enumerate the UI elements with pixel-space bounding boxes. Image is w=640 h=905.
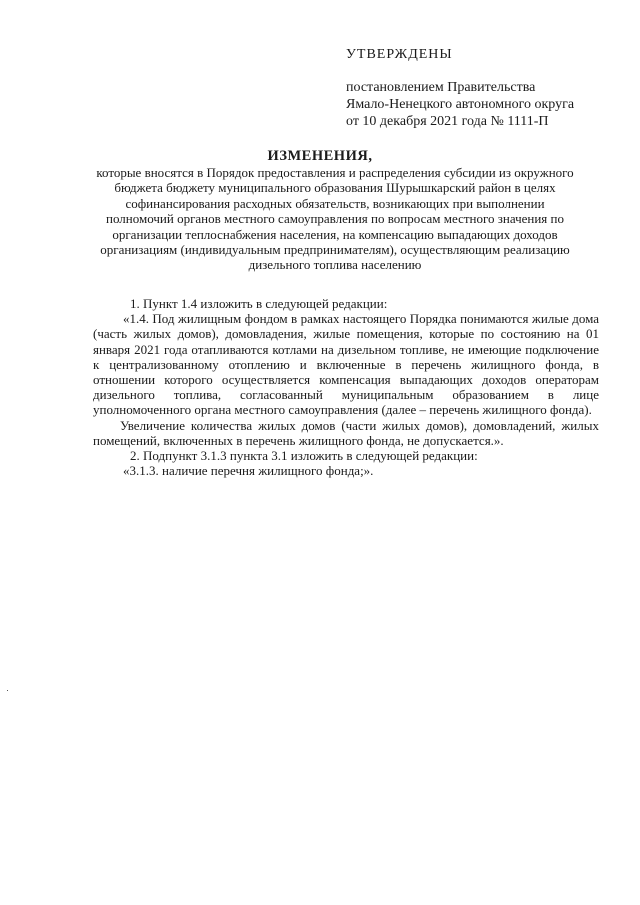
approval-block (346, 46, 626, 130)
paragraph-item-2: 2. Подпункт 3.1.3 пункта 3.1 изложить в следующей редакции: (130, 448, 478, 464)
paragraph-item-1-4-text: «1.4. Под жилищным фондом в рамках настоящего Порядка понимаются жилые дома (часть жилых домов), домовладения, жилые помещения, которые по состоянию на 01 января 2021 года отапливаются котлами на дизельном топливе, не имеющие подключение к централизованному отоплению и включенные в перечень жилищного фонда, в отношении которого осуществляется компенсация выпадающих доходов операторам дизельного топлива, согласованный муниципальным образованием в лице уполномоченного органа местного самоуправления (далее – перечень жилищного фонда). (93, 311, 599, 418)
paragraph-item-3-1-3-text: «3.1.3. наличие перечня жилищного фонда;». (123, 463, 374, 479)
scan-artifact-dot (7, 690, 8, 691)
document-title: ИЗМЕНЕНИЯ, (267, 148, 373, 164)
approval-line-resolution: постановлением Правительства (346, 80, 536, 95)
paragraph-item-1: 1. Пункт 1.4 изложить в следующей редакции: (130, 296, 388, 311)
document-subtitle: которые вносятся в Порядок предоставления и распределения субсидии из окружного бюджета бюджету муниципального образования Шурышкарский район в целях софинансирования расходных обязательств, возникающих при выполнении полномочий органов местного самоуправления по вопросам местного значения по организации теплоснабжения населения, на компенсацию выпадающих доходов организациям (индивидуальным предпринимателям), осуществляющим реализацию дизельного топлива населению (96, 165, 574, 273)
approval-line-authority: Ямало-Ненецкого автономного округа (346, 97, 575, 112)
approval-heading: УТВЕРЖДЕНЫ (346, 47, 453, 62)
paragraph-item-1-4-continuation: Увеличение количества жилых домов (части жилых домов), домовладений, жилых помещений, включенных в перечень жилищного фонда, не допускается.». (93, 417, 599, 448)
document-body (93, 296, 599, 478)
approval-line-date-number: от 10 декабря 2021 года № 1111-П (346, 114, 549, 129)
